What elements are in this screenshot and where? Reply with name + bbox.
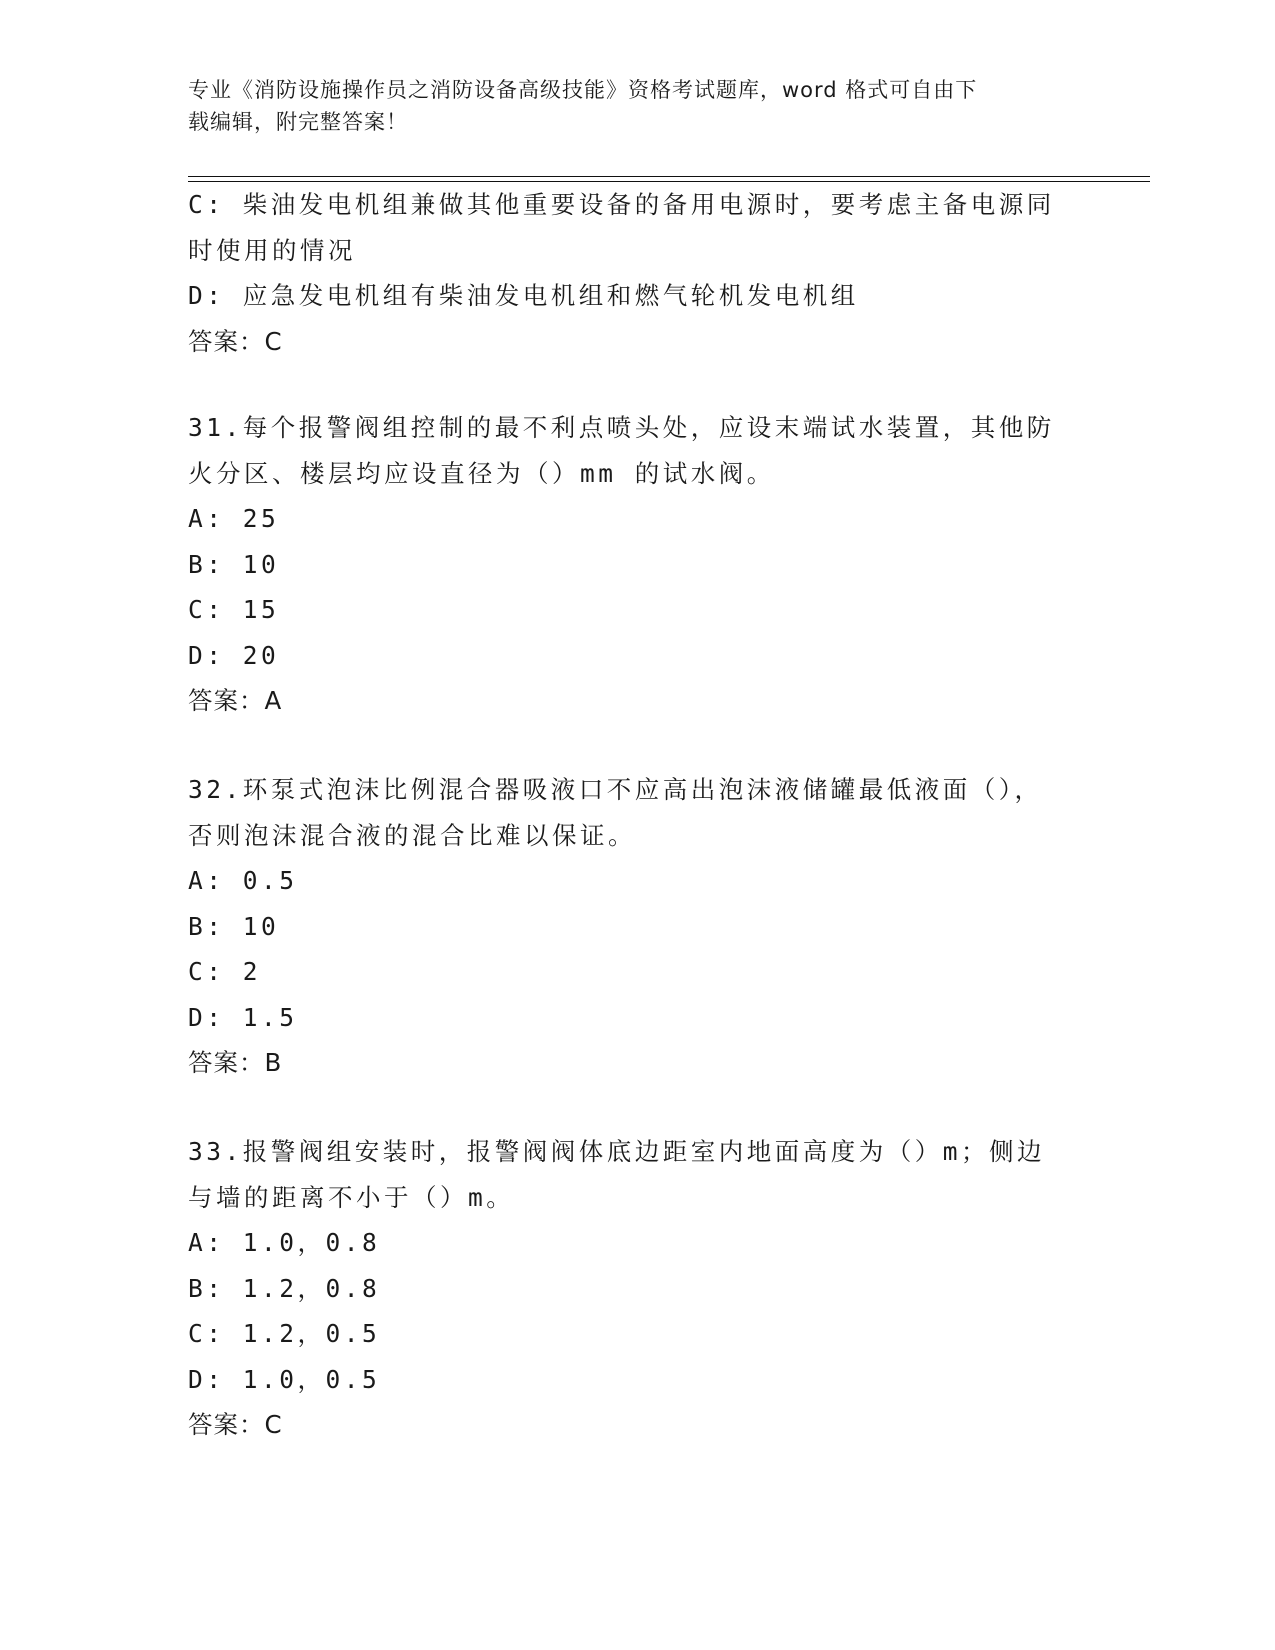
option-c: C: 15	[188, 595, 280, 624]
option-b: B: 10	[188, 549, 280, 579]
option-b: B: 1.2，0.8	[188, 1273, 381, 1303]
answer: 答案：C	[188, 1410, 283, 1439]
document-header: 专业《消防设施操作员之消防设备高级技能》资格考试题库，word 格式可自由下 载编辑，附完整答案！	[188, 78, 978, 134]
question-stem-line1: 31.每个报警阀组控制的最不利点喷头处，应设末端试水装置，其他防	[188, 413, 1055, 442]
answer: 答案：B	[188, 1048, 283, 1077]
option-a: A: 0.5	[188, 866, 298, 895]
question-stem-line2: 火分区、楼层均应设直径为（）mm 的试水阀。	[188, 458, 775, 488]
option-d: D: 1.5	[188, 1002, 298, 1032]
option-c-line2: 时使用的情况	[188, 235, 356, 265]
option-a: A: 1.0，0.8	[188, 1228, 381, 1257]
question-stem-line2: 否则泡沫混合液的混合比难以保证。	[188, 820, 636, 850]
question-stem-line2: 与墙的距离不小于（）m。	[188, 1182, 515, 1212]
option-d: D: 20	[188, 640, 280, 670]
answer: 答案：A	[188, 686, 283, 715]
option-d: D: 应急发电机组有柴油发电机组和燃气轮机发电机组	[188, 281, 859, 310]
option-c: C: 1.2，0.5	[188, 1319, 381, 1348]
question-stem-line1: 33.报警阀组安装时，报警阀阀体底边距室内地面高度为（）m；侧边	[188, 1137, 1045, 1166]
question-32	[188, 767, 1078, 1086]
prev-question-block	[188, 182, 1078, 364]
header-divider-top	[188, 176, 1150, 177]
option-d: D: 1.0，0.5	[188, 1364, 381, 1394]
option-c-line1: C: 柴油发电机组兼做其他重要设备的备用电源时，要考虑主备电源同	[188, 190, 1055, 219]
question-31	[188, 405, 1078, 724]
option-b: B: 10	[188, 911, 280, 941]
answer: 答案：C	[188, 326, 283, 356]
option-c: C: 2	[188, 957, 262, 986]
question-33	[188, 1129, 1078, 1448]
question-stem-line1: 32.环泵式泡沫比例混合器吸液口不应高出泡沫液储罐最低液面（），	[188, 775, 1043, 804]
option-a: A: 25	[188, 504, 280, 533]
